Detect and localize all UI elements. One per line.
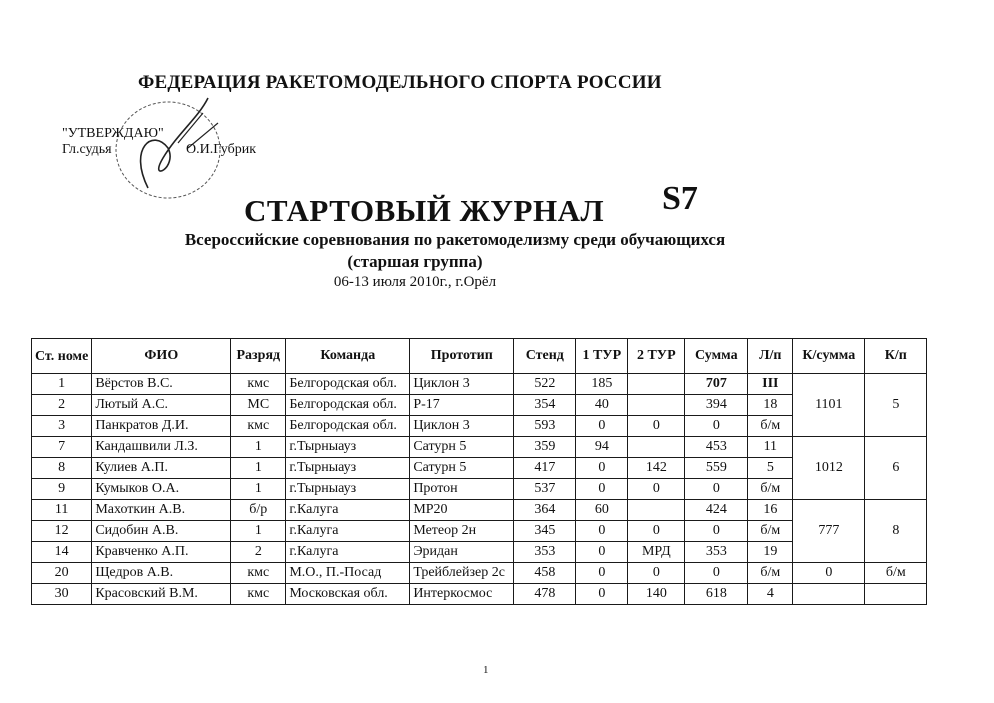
cell-tour2 xyxy=(628,500,685,521)
cell-tour2 xyxy=(628,395,685,416)
cell-stand: 522 xyxy=(514,374,576,395)
cell-rank: 1 xyxy=(231,437,286,458)
federation-name: ФЕДЕРАЦИЯ РАКЕТОМОДЕЛЬНОГО СПОРТА РОССИИ xyxy=(138,72,662,93)
cell-place: 4 xyxy=(748,584,793,605)
cell-stand: 593 xyxy=(514,416,576,437)
cell-prototype: Трейблейзер 2с xyxy=(410,563,514,584)
cell-sum: 453 xyxy=(685,437,748,458)
table-row xyxy=(32,416,927,437)
cell-stand: 458 xyxy=(514,563,576,584)
cell-stand: 359 xyxy=(514,437,576,458)
cell-sum: 0 xyxy=(685,521,748,542)
cell-start-number: 7 xyxy=(32,437,92,458)
cell-prototype: Циклон 3 xyxy=(410,416,514,437)
cell-place: III xyxy=(748,374,793,395)
cell-tour1: 0 xyxy=(576,563,628,584)
cell-start-number: 20 xyxy=(32,563,92,584)
table-row xyxy=(32,563,927,584)
cell-tour1: 0 xyxy=(576,542,628,563)
cell-fio: Вёрстов В.С. xyxy=(92,374,231,395)
table-row xyxy=(32,437,927,458)
cell-team-place: 8 xyxy=(865,500,927,563)
cell-fio: Красовский В.М. xyxy=(92,584,231,605)
cell-stand: 354 xyxy=(514,395,576,416)
cell-stand: 537 xyxy=(514,479,576,500)
table-row xyxy=(32,584,927,605)
cell-team: Белгородская обл. xyxy=(286,416,410,437)
cell-sum: 0 xyxy=(685,563,748,584)
cell-tour1: 0 xyxy=(576,479,628,500)
cell-rank: МС xyxy=(231,395,286,416)
cell-sum: 424 xyxy=(685,500,748,521)
cell-stand: 353 xyxy=(514,542,576,563)
document-title: СТАРТОВЫЙ ЖУРНАЛ xyxy=(244,193,605,228)
cell-place: б/м xyxy=(748,479,793,500)
cell-place: 18 xyxy=(748,395,793,416)
col-team: Команда xyxy=(286,339,410,374)
cell-tour2: 142 xyxy=(628,458,685,479)
cell-rank: 1 xyxy=(231,479,286,500)
cell-sum: 353 xyxy=(685,542,748,563)
cell-prototype: Метеор 2н xyxy=(410,521,514,542)
cell-start-number: 3 xyxy=(32,416,92,437)
cell-stand: 478 xyxy=(514,584,576,605)
table-row xyxy=(32,479,927,500)
cell-team-sum-empty xyxy=(793,584,865,605)
competition-subtitle xyxy=(0,230,830,250)
cell-team-sum: 777 xyxy=(793,500,865,563)
col-tour2: 2 ТУР xyxy=(628,339,685,374)
cell-fio: Махоткин А.В. xyxy=(92,500,231,521)
cell-tour1: 0 xyxy=(576,521,628,542)
table-row xyxy=(32,458,927,479)
cell-prototype: Р-17 xyxy=(410,395,514,416)
cell-sum: 0 xyxy=(685,416,748,437)
cell-fio: Кандашвили Л.З. xyxy=(92,437,231,458)
cell-stand: 417 xyxy=(514,458,576,479)
cell-rank: кмс xyxy=(231,374,286,395)
col-sum: Сумма xyxy=(685,339,748,374)
cell-start-number: 12 xyxy=(32,521,92,542)
cell-prototype: Сатурн 5 xyxy=(410,437,514,458)
page-number: 1 xyxy=(483,664,489,676)
cell-tour1: 94 xyxy=(576,437,628,458)
cell-sum: 618 xyxy=(685,584,748,605)
table-row xyxy=(32,521,927,542)
class-code: S7 xyxy=(662,180,698,217)
cell-rank: кмс xyxy=(231,416,286,437)
start-journal-table xyxy=(31,338,927,605)
cell-team: М.О., П.-Посад xyxy=(286,563,410,584)
cell-start-number: 11 xyxy=(32,500,92,521)
cell-team: г.Тырныауз xyxy=(286,458,410,479)
cell-start-number: 1 xyxy=(32,374,92,395)
cell-place: 19 xyxy=(748,542,793,563)
cell-tour1: 0 xyxy=(576,458,628,479)
age-group: (старшая группа) xyxy=(347,252,483,271)
table-row xyxy=(32,395,927,416)
table-row xyxy=(32,500,927,521)
cell-team-sum: 0 xyxy=(793,563,865,584)
chief-judge-label: Гл.судья xyxy=(62,142,112,157)
cell-fio: Кулиев А.П. xyxy=(92,458,231,479)
cell-start-number: 8 xyxy=(32,458,92,479)
cell-stand: 364 xyxy=(514,500,576,521)
cell-fio: Кумыков О.А. xyxy=(92,479,231,500)
cell-place: б/м xyxy=(748,563,793,584)
cell-tour1: 0 xyxy=(576,416,628,437)
cell-sum: 394 xyxy=(685,395,748,416)
col-prototype: Прототип xyxy=(410,339,514,374)
cell-prototype: Эридан xyxy=(410,542,514,563)
cell-team: г.Тырныауз xyxy=(286,437,410,458)
cell-start-number: 2 xyxy=(32,395,92,416)
cell-start-number: 30 xyxy=(32,584,92,605)
cell-tour1: 185 xyxy=(576,374,628,395)
cell-tour1: 60 xyxy=(576,500,628,521)
cell-rank: 1 xyxy=(231,458,286,479)
cell-team-sum: 1012 xyxy=(793,437,865,500)
cell-team: Московская обл. xyxy=(286,584,410,605)
cell-fio: Кравченко А.П. xyxy=(92,542,231,563)
cell-rank: б/р xyxy=(231,500,286,521)
cell-team-sum: 1101 xyxy=(793,374,865,437)
cell-fio: Лютый А.С. xyxy=(92,395,231,416)
cell-place: 5 xyxy=(748,458,793,479)
cell-place: 11 xyxy=(748,437,793,458)
cell-prototype: Циклон 3 xyxy=(410,374,514,395)
cell-team-place: 5 xyxy=(865,374,927,437)
cell-tour2: 0 xyxy=(628,479,685,500)
cell-tour1: 0 xyxy=(576,584,628,605)
cell-fio: Панкратов Д.И. xyxy=(92,416,231,437)
table-row xyxy=(32,542,927,563)
cell-place: б/м xyxy=(748,521,793,542)
table-row xyxy=(32,374,927,395)
col-tour1: 1 ТУР xyxy=(576,339,628,374)
col-fio: ФИО xyxy=(92,339,231,374)
col-team-place: К/п xyxy=(865,339,927,374)
cell-team: Белгородская обл. xyxy=(286,395,410,416)
cell-stand: 345 xyxy=(514,521,576,542)
cell-rank: кмс xyxy=(231,584,286,605)
cell-team: г.Тырныауз xyxy=(286,479,410,500)
cell-prototype: Интеркосмос xyxy=(410,584,514,605)
competition-dates: 06-13 июля 2010г., г.Орёл xyxy=(333,274,497,290)
cell-prototype: Протон xyxy=(410,479,514,500)
approve-label: "УТВЕРЖДАЮ" xyxy=(62,126,164,141)
cell-rank: кмс xyxy=(231,563,286,584)
cell-team-place: б/м xyxy=(865,563,927,584)
cell-tour2 xyxy=(628,374,685,395)
cell-tour2: 0 xyxy=(628,563,685,584)
cell-place: б/м xyxy=(748,416,793,437)
cell-team: Белгородская обл. xyxy=(286,374,410,395)
cell-tour2 xyxy=(628,437,685,458)
cell-prototype: Сатурн 5 xyxy=(410,458,514,479)
cell-team: г.Калуга xyxy=(286,521,410,542)
cell-tour1: 40 xyxy=(576,395,628,416)
cell-fio: Щедров А.В. xyxy=(92,563,231,584)
cell-place: 16 xyxy=(748,500,793,521)
cell-rank: 2 xyxy=(231,542,286,563)
col-rank: Разряд xyxy=(231,339,286,374)
col-place: Л/п xyxy=(748,339,793,374)
cell-sum: 559 xyxy=(685,458,748,479)
cell-team: г.Калуга xyxy=(286,500,410,521)
cell-prototype: МР20 xyxy=(410,500,514,521)
col-team-sum: К/сумма xyxy=(793,339,865,374)
competition-subtitle-text: Всероссийские соревнования по ракетомоделизму среди обучающихся xyxy=(184,230,726,249)
table-header-row xyxy=(32,339,927,374)
cell-team-place: 6 xyxy=(865,437,927,500)
cell-tour2: МРД xyxy=(628,542,685,563)
cell-tour2: 0 xyxy=(628,416,685,437)
cell-start-number: 9 xyxy=(32,479,92,500)
cell-team-place-empty xyxy=(865,584,927,605)
cell-rank: 1 xyxy=(231,521,286,542)
cell-tour2: 0 xyxy=(628,521,685,542)
cell-fio: Сидобин А.В. xyxy=(92,521,231,542)
cell-sum: 0 xyxy=(685,479,748,500)
cell-sum: 707 xyxy=(685,374,748,395)
cell-start-number: 14 xyxy=(32,542,92,563)
cell-tour2: 140 xyxy=(628,584,685,605)
col-stand: Стенд xyxy=(514,339,576,374)
col-start-number: Ст. номе xyxy=(32,339,92,374)
cell-team: г.Калуга xyxy=(286,542,410,563)
chief-judge-name: О.И.Губрик xyxy=(186,142,257,157)
